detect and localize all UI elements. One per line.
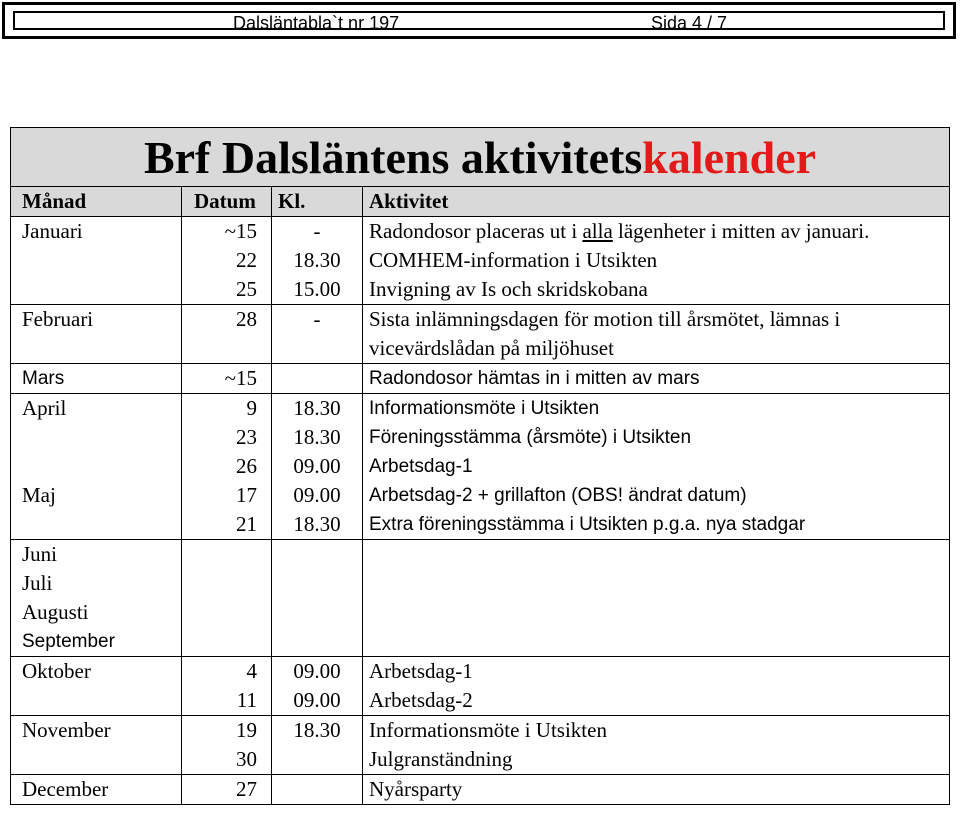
activity-cell: Julgranständning bbox=[369, 747, 513, 771]
activity-cell bbox=[363, 598, 949, 627]
month-cell: Juli bbox=[11, 569, 182, 598]
activity-cell: Arbetsdag-2 + grillafton (OBS! ändrat datum) bbox=[369, 485, 747, 506]
time-cell: 09.00 bbox=[272, 452, 363, 481]
date-cell: 4 bbox=[182, 657, 272, 686]
time-cell bbox=[272, 569, 363, 598]
date-cell: 30 bbox=[182, 745, 272, 774]
activity-cell: Informationsmöte i Utsikten bbox=[369, 718, 607, 742]
calendar-title-row bbox=[11, 128, 949, 187]
date-cell bbox=[182, 627, 272, 656]
date-cell: 11 bbox=[182, 686, 272, 715]
date-cell: 27 bbox=[182, 775, 272, 804]
time-cell bbox=[272, 745, 363, 774]
page-header bbox=[2, 2, 956, 39]
date-cell bbox=[182, 569, 272, 598]
activity-cell: Extra föreningsstämma i Utsikten p.g.a. nya stadgar bbox=[369, 514, 806, 535]
activity-cell: Arbetsdag-2 bbox=[369, 688, 473, 712]
table-row bbox=[11, 364, 949, 394]
date-cell: 9 bbox=[182, 394, 272, 423]
date-cell: 17 bbox=[182, 481, 272, 510]
activity-cell bbox=[363, 627, 949, 656]
activity-cell bbox=[363, 217, 949, 246]
time-cell bbox=[272, 364, 363, 393]
calendar-title-accent: kalender bbox=[642, 132, 817, 183]
month-cell: September bbox=[11, 627, 182, 656]
activity-cell: Sista inlämningsdagen för motion till årsmötet, lämnas i vicevärdslådan på miljöhuset bbox=[369, 307, 841, 360]
time-cell: 18.30 bbox=[272, 394, 363, 423]
table-row bbox=[11, 481, 949, 510]
table-row bbox=[11, 275, 949, 305]
table-row bbox=[11, 305, 949, 364]
table-row bbox=[11, 394, 949, 423]
month-cell: Juni bbox=[11, 540, 182, 569]
date-cell: 26 bbox=[182, 452, 272, 481]
time-cell bbox=[272, 775, 363, 804]
month-cell bbox=[11, 686, 182, 715]
date-cell: 21 bbox=[182, 510, 272, 539]
table-row bbox=[11, 716, 949, 745]
table-row bbox=[11, 510, 949, 540]
activity-cell bbox=[363, 540, 949, 569]
table-row bbox=[11, 775, 949, 804]
activity-cell: Föreningsstämma (årsmöte) i Utsikten bbox=[369, 427, 692, 448]
activity-cell: Radondosor hämtas in i mitten av mars bbox=[369, 368, 700, 389]
date-cell: 23 bbox=[182, 423, 272, 452]
date-cell bbox=[182, 540, 272, 569]
date-cell: 25 bbox=[182, 275, 272, 304]
table-row bbox=[11, 657, 949, 686]
table-row bbox=[11, 598, 949, 627]
table-row bbox=[11, 423, 949, 452]
activity-cell: Invigning av Is och skridskobana bbox=[369, 277, 648, 301]
time-cell: 09.00 bbox=[272, 686, 363, 715]
date-cell: ~15 bbox=[182, 217, 272, 246]
table-row bbox=[11, 452, 949, 481]
activity-cell: Informationsmöte i Utsikten bbox=[369, 398, 600, 419]
activity-emphasis: alla bbox=[582, 219, 613, 243]
month-cell bbox=[11, 275, 182, 304]
time-cell bbox=[272, 627, 363, 656]
time-cell bbox=[272, 598, 363, 627]
activity-calendar-table bbox=[10, 127, 950, 805]
month-cell: Oktober bbox=[11, 657, 182, 686]
activity-cell: Arbetsdag-1 bbox=[369, 659, 473, 683]
month-cell: December bbox=[11, 775, 182, 804]
page-header-frame bbox=[13, 11, 945, 30]
col-header-activity: Aktivitet bbox=[363, 187, 949, 217]
table-row bbox=[11, 745, 949, 775]
table-row bbox=[11, 246, 949, 275]
activity-text: lägenheter i mitten av januari. bbox=[612, 219, 870, 243]
month-cell: Maj bbox=[11, 481, 182, 510]
activity-cell: Arbetsdag-1 bbox=[369, 456, 473, 477]
activity-cell: COMHEM-information i Utsikten bbox=[369, 248, 658, 272]
time-cell: 09.00 bbox=[272, 657, 363, 686]
month-cell: November bbox=[11, 716, 182, 745]
table-row bbox=[11, 540, 949, 569]
month-cell: Januari bbox=[11, 217, 182, 246]
time-cell: 09.00 bbox=[272, 481, 363, 510]
month-cell: Mars bbox=[11, 364, 182, 393]
col-header-month: Månad bbox=[11, 187, 182, 217]
time-cell: 18.30 bbox=[272, 423, 363, 452]
time-cell: - bbox=[272, 217, 363, 246]
month-cell bbox=[11, 423, 182, 452]
month-cell bbox=[11, 745, 182, 774]
activity-cell: Nyårsparty bbox=[369, 777, 463, 801]
time-cell: 18.30 bbox=[272, 510, 363, 539]
table-row bbox=[11, 217, 949, 246]
date-cell: 22 bbox=[182, 246, 272, 275]
col-header-date: Datum bbox=[182, 187, 272, 217]
time-cell: - bbox=[272, 305, 363, 363]
month-cell: Februari bbox=[11, 305, 182, 363]
column-headers bbox=[11, 187, 949, 217]
calendar-title bbox=[11, 133, 949, 183]
date-cell bbox=[182, 598, 272, 627]
date-cell: ~15 bbox=[182, 364, 272, 393]
document-title: Dalsläntabla`t nr 197 bbox=[233, 13, 400, 33]
time-cell: 18.30 bbox=[272, 246, 363, 275]
calendar-rows bbox=[11, 217, 949, 804]
date-cell: 28 bbox=[182, 305, 272, 363]
table-row bbox=[11, 686, 949, 716]
calendar-title-main: Brf Dalsläntens aktivitets bbox=[143, 132, 643, 183]
month-cell bbox=[11, 246, 182, 275]
month-cell bbox=[11, 510, 182, 539]
date-cell: 19 bbox=[182, 716, 272, 745]
time-cell bbox=[272, 540, 363, 569]
time-cell: 15.00 bbox=[272, 275, 363, 304]
table-row bbox=[11, 569, 949, 598]
month-cell: Augusti bbox=[11, 598, 182, 627]
activity-cell bbox=[363, 569, 949, 598]
month-cell bbox=[11, 452, 182, 481]
table-row bbox=[11, 627, 949, 657]
page-number: Sida 4 / 7 bbox=[651, 13, 728, 33]
month-cell: April bbox=[11, 394, 182, 423]
time-cell: 18.30 bbox=[272, 716, 363, 745]
col-header-time: Kl. bbox=[272, 187, 363, 217]
activity-text: Radondosor placeras ut i bbox=[369, 219, 583, 243]
